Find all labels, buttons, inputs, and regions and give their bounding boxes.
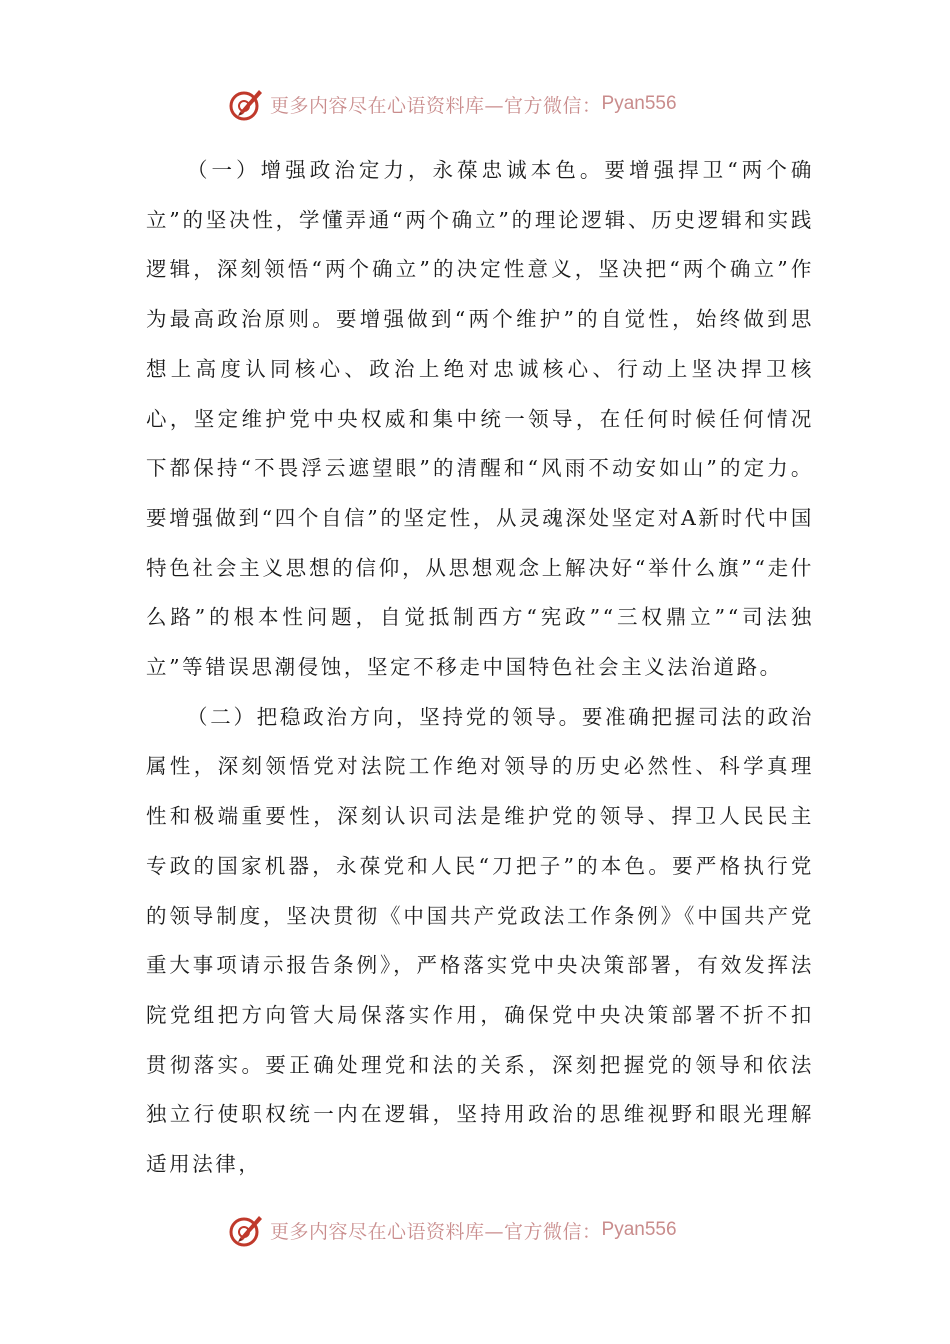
pen-logo-icon	[226, 1210, 266, 1250]
watermark-text: 更多内容尽在心语资料库—官方微信：	[270, 1220, 602, 1243]
watermark-footer	[226, 1210, 746, 1250]
pen-logo-icon	[226, 84, 266, 124]
watermark-text: 更多内容尽在心语资料库—官方微信：	[270, 94, 602, 117]
body-text	[146, 146, 814, 1190]
paragraph-1: （一）增强政治定力，永葆忠诚本色。要增强捍卫“两个确立”的坚决性，学懂弄通“两个确立”的理论逻辑、历史逻辑和实践逻辑，深刻领悟“两个确立”的决定性意义，坚决把“两个确立”作为最高政治原则。要增强做到“两个维护”的自觉性，始终做到思想上高度认同核心、政治上绝对忠诚核心、行动上坚决捍卫核心，坚定维护党中央权威和集中统一领导，在任何时候任何情况下都保持“不畏浮云遮望眼”的清醒和“风雨不动安如山”的定力。要增强做到“四个自信”的坚定性，从灵魂深处坚定对A新时代中国特色社会主义思想的信仰，从思想观念上解决好“举什么旗”“走什么路”的根本性问题，自觉抵制西方“宪政”“三权鼎立”“司法独立”等错误思潮侵蚀，坚定不移走中国特色社会主义法治道路。	[146, 158, 814, 680]
watermark-wechat-id: Pyan556	[601, 1219, 677, 1240]
watermark-header	[226, 84, 746, 124]
watermark-wechat-id: Pyan556	[601, 93, 677, 114]
paragraph-2: （二）把稳政治方向，坚持党的领导。要准确把握司法的政治属性，深刻领悟党对法院工作绝对领导的历史必然性、科学真理性和极端重要性，深刻认识司法是维护党的领导、捍卫人民民主专政的国家机器，永葆党和人民“刀把子”的本色。要严格执行党的领导制度，坚决贯彻《中国共产党政法工作条例》《中国共产党重大事项请示报告条例》，严格落实党中央决策部署，有效发挥法院党组把方向管大局保落实作用，确保党中央决策部署不折不扣贯彻落实。要正确处理党和法的关系，深刻把握党的领导和依法独立行使职权统一内在逻辑，坚持用政治的思维视野和眼光理解适用法律，	[146, 704, 814, 1177]
